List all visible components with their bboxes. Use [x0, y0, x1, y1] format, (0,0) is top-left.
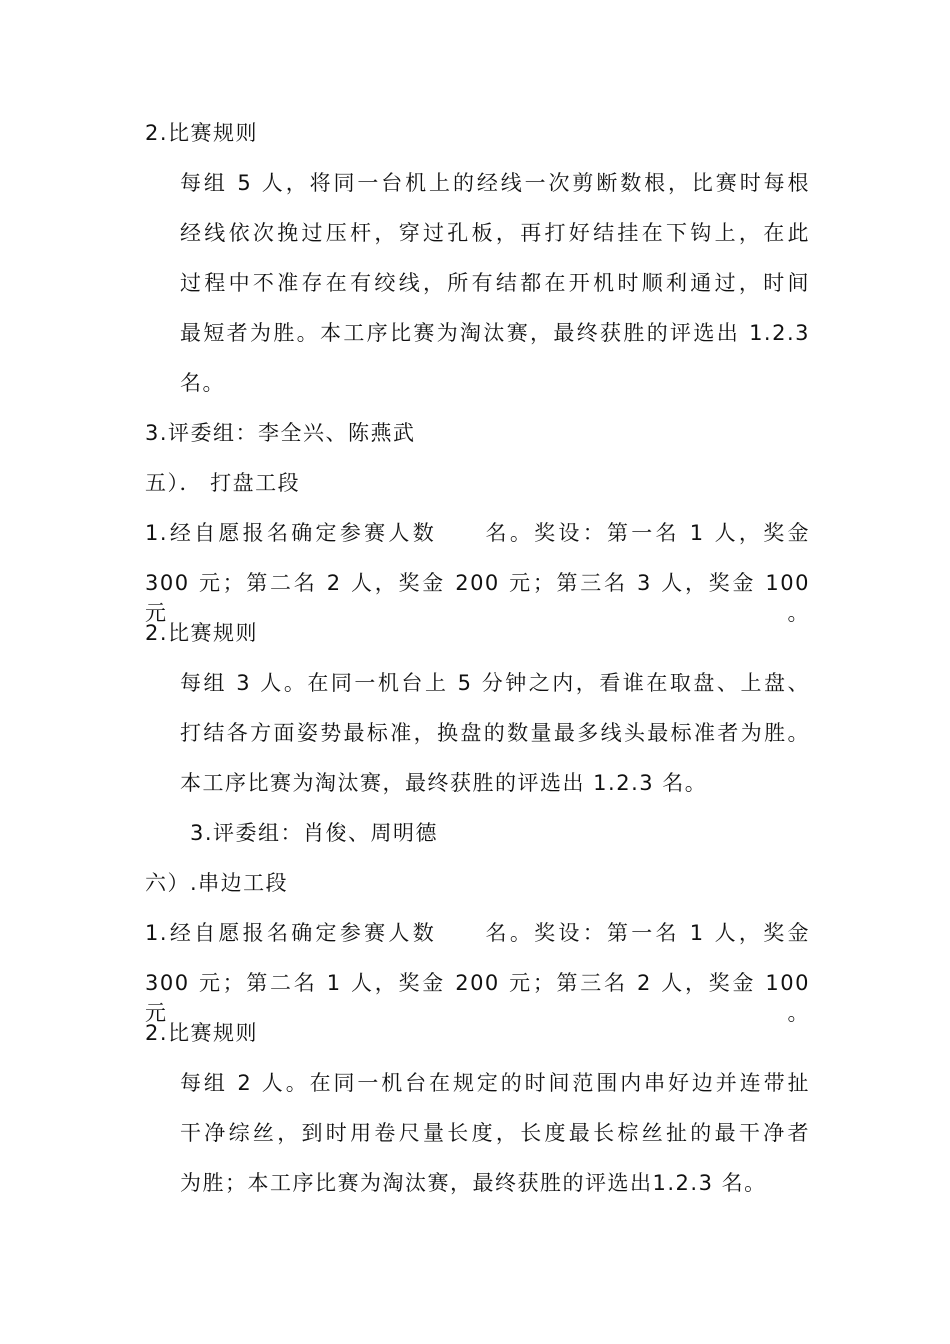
paragraph-line: 每组 2 人。在同一机台在规定的时间范围内串好边并连带扯	[180, 1071, 810, 1095]
paragraph-line: 每组 5 人，将同一台机上的经线一次剪断数根，比赛时每根	[180, 171, 810, 195]
judges-line: 3.评委组：肖俊、周明德	[190, 821, 439, 845]
section-title: 五）． 打盘工段	[145, 471, 301, 495]
paragraph-line: 干净综丝，到时用卷尺量长度，长度最长棕丝扯的最干净者	[180, 1121, 810, 1145]
paragraph-line: 为胜；本工序比赛为淘汰赛，最终获胜的评选出1.2.3 名。	[180, 1171, 767, 1195]
paragraph-line: 每组 3 人。在同一机台上 5 分钟之内，看谁在取盘、上盘、	[180, 671, 810, 695]
paragraph-line: 名。	[180, 371, 225, 395]
judges-line: 3.评委组：李全兴、陈燕武	[145, 421, 416, 445]
paragraph-line: 最短者为胜。本工序比赛为淘汰赛，最终获胜的评选出 1.2.3	[180, 321, 810, 345]
paragraph-line: 1.经自愿报名确定参赛人数 名。奖设：第一名 1 人，奖金	[145, 921, 810, 945]
paragraph-line: 300 元；第二名 2 人，奖金 200 元；第三名 3 人，奖金 100 元。	[145, 571, 810, 625]
section-title: 六）.串边工段	[145, 871, 289, 895]
section-heading: 2.比赛规则	[145, 1021, 259, 1045]
paragraph-line: 本工序比赛为淘汰赛，最终获胜的评选出 1.2.3 名。	[180, 771, 708, 795]
section-heading: 2.比赛规则	[145, 121, 259, 145]
paragraph-line: 1.经自愿报名确定参赛人数 名。奖设：第一名 1 人，奖金	[145, 521, 810, 545]
paragraph-line: 过程中不准存在有绞线，所有结都在开机时顺利通过，时间	[180, 271, 810, 295]
section-heading: 2.比赛规则	[145, 621, 259, 645]
paragraph-line: 300 元；第二名 1 人，奖金 200 元；第三名 2 人，奖金 100 元。	[145, 971, 810, 1025]
paragraph-line: 经线依次挽过压杆，穿过孔板，再打好结挂在下钩上，在此	[180, 221, 810, 245]
paragraph-line: 打结各方面姿势最标准，换盘的数量最多线头最标准者为胜。	[180, 721, 810, 745]
